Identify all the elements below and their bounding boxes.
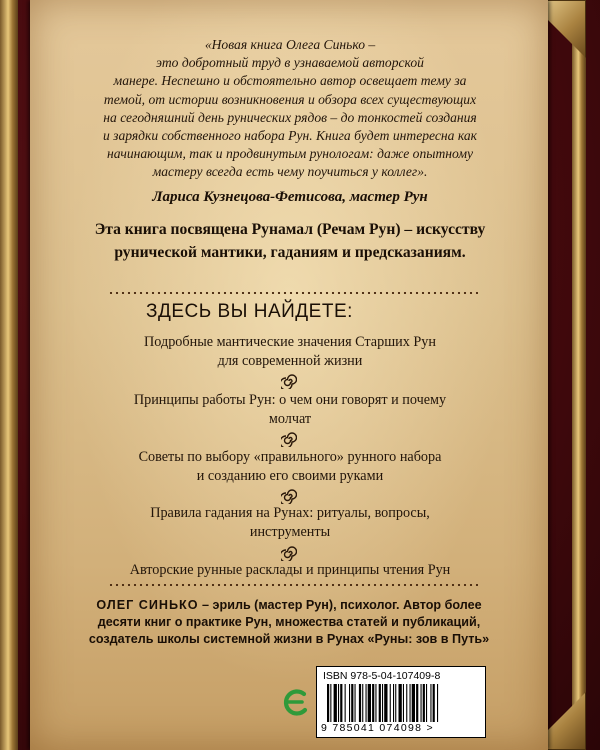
author-bio-line <box>44 597 534 614</box>
barcode-bar <box>368 684 371 722</box>
barcode-bar <box>334 684 337 722</box>
barcode-digits: 9 785041 074098 > <box>321 722 434 734</box>
quote-author: Лариса Кузнецова-Фетисова, мастер Рун <box>152 189 428 205</box>
feature-line: Принципы работы Рун: о чем они говорят и почему <box>133 392 447 408</box>
left-gold-strip <box>0 0 18 750</box>
feature-item-4 <box>100 504 480 542</box>
barcode-bar <box>340 684 342 722</box>
barcode-bar <box>351 684 353 722</box>
quote-line: это добротный труд в узнаваемой авторской <box>156 55 424 71</box>
intro-paragraph <box>60 218 520 264</box>
feature-item-2 <box>100 391 480 429</box>
isbn-barcode-box <box>316 666 486 738</box>
barcode-bar <box>338 684 339 722</box>
barcode-bar <box>379 684 381 722</box>
dotted-divider-top <box>108 292 478 294</box>
barcode-bar <box>330 684 331 722</box>
barcode-bar <box>426 684 427 722</box>
features-title: ЗДЕСЬ ВЫ НАЙДЕТЕ: <box>146 301 353 322</box>
barcode-bar <box>359 684 361 722</box>
right-gold-strip <box>572 0 586 750</box>
quote-line: темой, от истории возникновения и обзора всех существующих <box>103 91 477 107</box>
spiral-icon <box>281 373 297 389</box>
barcode-bar <box>410 684 411 722</box>
feature-item-3 <box>100 448 480 486</box>
feature-line: Советы по выбору «правильного» рунного набора <box>138 449 442 465</box>
isbn-label: ISBN 978-5-04-107409-8 <box>323 670 441 682</box>
feature-line: Авторские рунные расклады и принципы чтения Рун <box>129 562 451 578</box>
quote-line: мастеру всегда есть чему поучиться у коллег». <box>152 164 428 180</box>
barcode-bar <box>423 684 425 722</box>
author-name: ОЛЕГ СИНЬКО <box>96 598 199 612</box>
spiral-icon <box>281 545 297 561</box>
parchment-panel <box>30 0 548 750</box>
feature-line: Правила гадания на Рунах: ритуалы, вопросы, <box>150 505 430 521</box>
barcode-bar <box>403 684 404 722</box>
feature-item-1 <box>100 333 480 371</box>
feature-item-5 <box>100 561 480 580</box>
intro-line: рунической мантики, гаданиям и предсказаниям. <box>114 244 466 261</box>
quote-line: начинающим, так и продвинутым рунологам: даже опытному <box>106 146 474 162</box>
eksmo-logo-icon <box>280 684 310 720</box>
feature-line: и созданию его своими руками <box>196 468 384 484</box>
feature-line: инструменты <box>249 524 331 540</box>
barcode-bar <box>395 684 396 722</box>
dotted-divider-bottom <box>108 584 478 586</box>
author-bio-line: создатель школы системной жизни в Рунах «Руны: зов в Путь» <box>88 632 490 646</box>
barcode-bar <box>416 684 418 722</box>
author-bio-text: – эриль (мастер Рун), психолог. Автор более <box>198 598 482 612</box>
barcode-bar <box>366 684 367 722</box>
barcode-bar <box>384 684 387 722</box>
barcode-icon <box>327 684 477 722</box>
barcode-bar <box>382 684 383 722</box>
spiral-icon <box>281 431 297 447</box>
review-quote <box>52 36 528 182</box>
barcode-bar <box>437 684 438 722</box>
quote-line: манере. Неспешно и обстоятельно автор освещает тему за <box>113 73 467 89</box>
barcode-bar <box>412 684 415 722</box>
barcode-bar <box>399 684 402 722</box>
barcode-bar <box>372 684 374 722</box>
intro-line: Эта книга посвящена Рунамал (Речам Рун) – искусству <box>94 221 486 238</box>
feature-line: молчат <box>268 411 312 427</box>
author-bio-line: десяти книг о практике Рун, множества статей и публикаций, <box>97 615 481 629</box>
barcode-bar <box>355 684 356 722</box>
barcode-bar <box>362 684 363 722</box>
barcode-bar <box>421 684 422 722</box>
quote-line: «Новая книга Олега Синько – <box>204 37 376 52</box>
barcode-bar <box>433 684 435 722</box>
quote-line: на сегодняшний день рунических рядов – до тонкостей создания <box>103 109 477 125</box>
barcode-bar <box>375 684 376 722</box>
barcode-bar <box>430 684 431 722</box>
spiral-icon <box>281 488 297 504</box>
barcode-bar <box>406 684 407 722</box>
barcode-bar <box>393 684 394 722</box>
barcode-bar <box>349 684 350 722</box>
barcode-bar <box>327 684 329 722</box>
author-bio <box>44 597 534 648</box>
barcode-bar <box>390 684 391 722</box>
feature-line: Подробные мантические значения Старших Рун <box>144 334 436 350</box>
feature-line: для современной жизни <box>217 353 363 369</box>
quote-line: и зарядки собственного набора Рун. Книга будет интересна как <box>102 128 478 144</box>
barcode-bar <box>345 684 346 722</box>
